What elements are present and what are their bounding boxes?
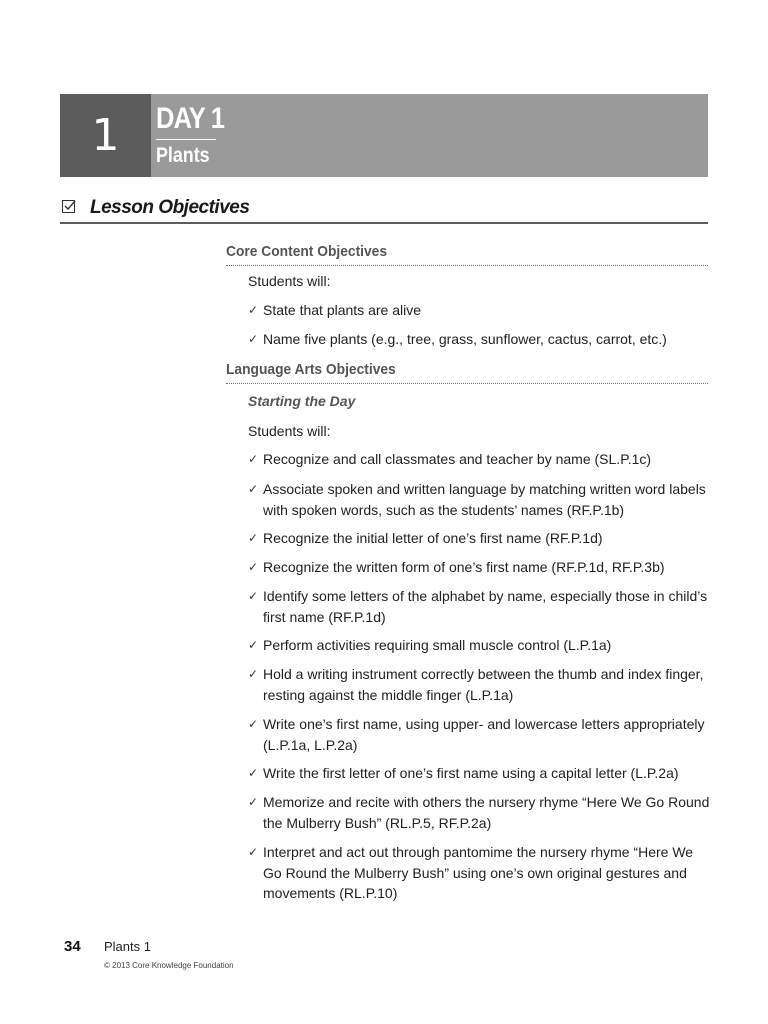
objective-text: Name five plants (e.g., tree, grass, sunflower, cactus, carrot, etc.) [263,331,667,347]
check-icon: ✓ [248,332,259,346]
check-icon: ✓ [248,303,259,317]
objective-text: Hold a writing instrument correctly between the thumb and index finger, resting against the middle finger (L.P.1a) [263,666,704,703]
objective-item [248,479,710,520]
language-intro: Students will: [248,423,331,439]
objective-text: Memorize and recite with others the nursery rhyme “Here We Go Round the Mulberry Bush” (RL.P.5, RF.P.2a) [263,794,710,831]
check-icon: ✓ [248,531,259,545]
language-arts-heading-text: Language Arts Objectives [226,361,396,378]
day-number: 1 [60,94,151,177]
starting-the-day-heading: Starting the Day [248,393,356,409]
check-icon: ✓ [248,667,259,681]
check-icon: ✓ [248,589,259,603]
objective-item [248,714,710,755]
objective-item [248,842,710,904]
objective-item [248,586,710,627]
check-icon: ✓ [248,845,259,859]
objective-item [248,557,710,578]
lesson-objectives-header [60,196,708,224]
check-icon: ✓ [248,795,259,809]
day-subtitle: Plants [156,144,210,167]
objective-item [248,792,710,833]
check-icon: ✓ [248,638,259,652]
check-icon: ✓ [248,452,259,466]
objective-text: State that plants are alive [263,302,421,318]
objective-text: Recognize the written form of one’s first name (RF.P.1d, RF.P.3b) [263,559,665,575]
check-icon: ✓ [248,717,259,731]
day-title: DAY 1 [156,102,225,135]
footer-title: Plants 1 [104,939,151,954]
objective-text: Write the first letter of one’s first name using a capital letter (L.P.2a) [263,765,679,781]
core-content-heading-text: Core Content Objectives [226,243,388,260]
objective-item [248,300,710,321]
check-icon: ✓ [248,560,259,574]
objective-text: Recognize and call classmates and teacher by name (SL.P.1c) [263,451,652,467]
objective-text: Recognize the initial letter of one’s first name (RF.P.1d) [263,530,603,546]
footer-copyright: © 2013 Core Knowledge Foundation [104,961,234,970]
objective-text: Perform activities requiring small muscle control (L.P.1a) [263,637,612,653]
objective-text: Associate spoken and written language by matching written word labels with spoken words, such as the students’ names (RF.P.1b) [263,481,706,518]
check-icon: ✓ [248,482,259,496]
objective-item [248,635,710,656]
day-banner [60,94,708,177]
lesson-objectives-title: Lesson Objectives [90,197,250,218]
core-intro: Students will: [248,273,331,289]
objective-text: Interpret and act out through pantomime the nursery rhyme “Here We Go Round the Mulberry Bush” using one’s own original gestures and movements (RL.P.10) [263,844,694,901]
page-number: 34 [64,938,81,955]
objective-text: Write one’s first name, using upper- and lowercase letters appropriately (L.P.1a, L.P.2a) [263,716,705,753]
objective-item [248,664,710,705]
banner-divider [156,139,216,140]
objective-item [248,449,710,470]
core-content-heading [226,243,708,266]
checkbox-icon [62,200,75,213]
objective-item [248,763,710,784]
objective-item [248,528,710,549]
language-arts-heading [226,361,708,384]
check-icon: ✓ [248,766,259,780]
objective-text: Identify some letters of the alphabet by name, especially those in child’s first name (RF.P.1d) [263,588,708,625]
objective-item [248,329,710,350]
